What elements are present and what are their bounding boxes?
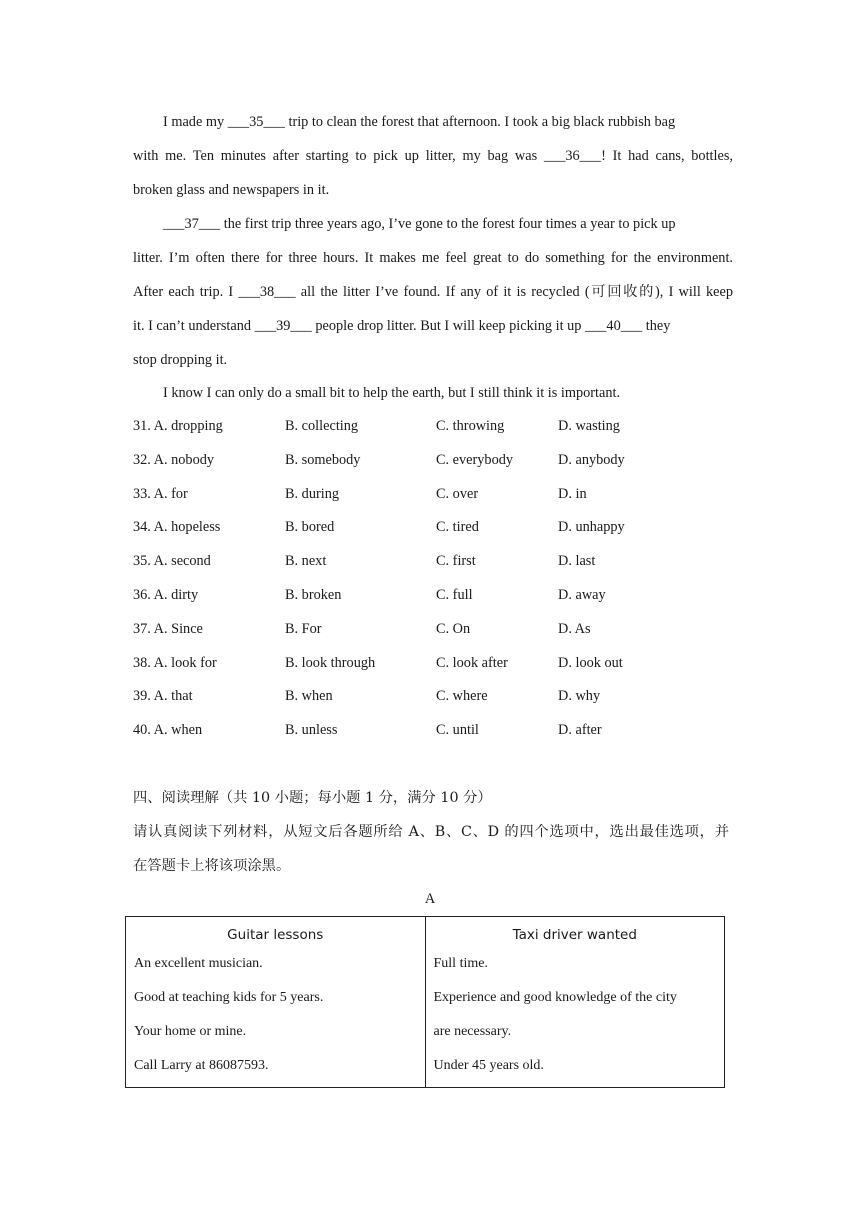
ad-line: An excellent musician.: [134, 956, 263, 971]
question-row-33: [133, 480, 693, 514]
option-d: D. look out: [558, 654, 623, 671]
passage-line: with me. Ten minutes after starting to pick up litter, my bag was ___36___! It had cans, bottles,: [133, 148, 733, 164]
option-a: 36. A. dirty: [133, 586, 199, 603]
option-a: 38. A. look for: [133, 654, 217, 671]
question-row-38: [133, 649, 693, 683]
option-a: 37. A. Since: [133, 620, 203, 637]
passage-label: A: [424, 891, 436, 907]
option-d: D. in: [558, 485, 587, 502]
section-instructions: [133, 815, 729, 883]
passage-line: I know I can only do a small bit to help the earth, but I still think it is important.: [163, 385, 621, 401]
option-a: 34. A. hopeless: [133, 519, 221, 536]
option-b: B. when: [285, 688, 333, 705]
option-c: C. look after: [436, 654, 508, 671]
option-b: B. broken: [285, 586, 342, 603]
option-d: D. after: [558, 722, 602, 739]
option-d: D. anybody: [558, 451, 625, 468]
option-a: 39. A. that: [133, 688, 193, 705]
option-a: 40. A. when: [133, 722, 203, 739]
section-title: 四、阅读理解（共 10 小题；每小题 1 分，满分 10 分）: [133, 790, 492, 806]
option-a: 35. A. second: [133, 553, 211, 570]
passage-line: it. I can’t understand ___39___ people drop litter. But I will keep picking it up ___40___ they: [133, 318, 671, 334]
option-c: C. full: [436, 586, 473, 603]
ad-line: Experience and good knowledge of the city: [433, 990, 677, 1005]
ad-line: Full time.: [433, 956, 488, 971]
option-c: C. first: [436, 553, 476, 570]
ad-heading: Taxi driver wanted: [512, 927, 637, 943]
option-d: D. why: [558, 688, 601, 705]
question-row-35: [133, 547, 693, 581]
option-d: D. unhappy: [558, 519, 625, 536]
ad-guitar-lessons: [126, 917, 426, 1088]
passage-line: litter. I’m often there for three hours. It makes me feel great to do something for the environment.: [133, 250, 733, 266]
ad-heading: Guitar lessons: [227, 927, 324, 943]
option-b: B. during: [285, 485, 340, 502]
option-a: 32. A. nobody: [133, 451, 215, 468]
ad-line: Good at teaching kids for 5 years.: [134, 990, 324, 1005]
question-row-39: [133, 682, 693, 716]
option-c: C. throwing: [436, 418, 505, 434]
question-row-40: [133, 716, 693, 750]
option-b: B. next: [285, 553, 327, 570]
passage-paragraph-2: [133, 207, 733, 377]
option-c: C. everybody: [436, 451, 514, 468]
ad-taxi-driver: [425, 917, 725, 1088]
passage-line: After each trip. I ___38___ all the litter I’ve found. If any of it is recycled (可回收的), I will keep: [133, 284, 733, 300]
option-d: D. away: [558, 586, 606, 603]
option-b: B. look through: [285, 654, 376, 671]
option-b: B. somebody: [285, 451, 361, 468]
option-d: D. last: [558, 553, 596, 570]
ad-line: Call Larry at 86087593.: [134, 1058, 269, 1073]
question-row-37: [133, 615, 693, 649]
option-d: D. As: [558, 620, 591, 637]
question-row-31: [133, 412, 693, 446]
option-c: C. until: [436, 722, 479, 739]
passage-line: I made my ___35___ trip to clean the forest that afternoon. I took a big black rubbish bag: [163, 114, 676, 130]
option-c: C. where: [436, 688, 488, 705]
ad-line: Under 45 years old.: [433, 1058, 544, 1073]
option-b: B. For: [285, 620, 322, 637]
answer-options-list: [133, 412, 693, 750]
ad-line: are necessary.: [433, 1024, 512, 1039]
option-c: C. over: [436, 485, 479, 502]
option-a: 31. A. dropping: [133, 418, 223, 434]
passage-paragraph-1: [133, 105, 733, 207]
passage-paragraph-3: [133, 376, 733, 410]
question-row-34: [133, 513, 693, 547]
question-row-36: [133, 581, 693, 615]
option-a: 33. A. for: [133, 485, 188, 502]
ad-line: Your home or mine.: [134, 1024, 247, 1039]
option-b: B. collecting: [285, 418, 359, 434]
instruction-line: 在答题卡上将该项涂黑。: [133, 858, 291, 874]
passage-line: broken glass and newspapers in it.: [133, 182, 330, 198]
option-c: C. On: [436, 620, 471, 637]
question-row-32: [133, 446, 693, 480]
option-c: C. tired: [436, 519, 479, 536]
passage-line: ___37___ the first trip three years ago, I’ve gone to the forest four times a year to pick up: [163, 216, 676, 232]
ads-table: [125, 916, 725, 1088]
option-d: D. wasting: [558, 418, 620, 434]
option-b: B. unless: [285, 722, 338, 739]
passage-line: stop dropping it.: [133, 352, 228, 368]
option-b: B. bored: [285, 519, 335, 536]
instruction-line: 请认真阅读下列材料，从短文后各题所给 A、B、C、D 的四个选项中，选出最佳选项，并: [133, 824, 729, 840]
